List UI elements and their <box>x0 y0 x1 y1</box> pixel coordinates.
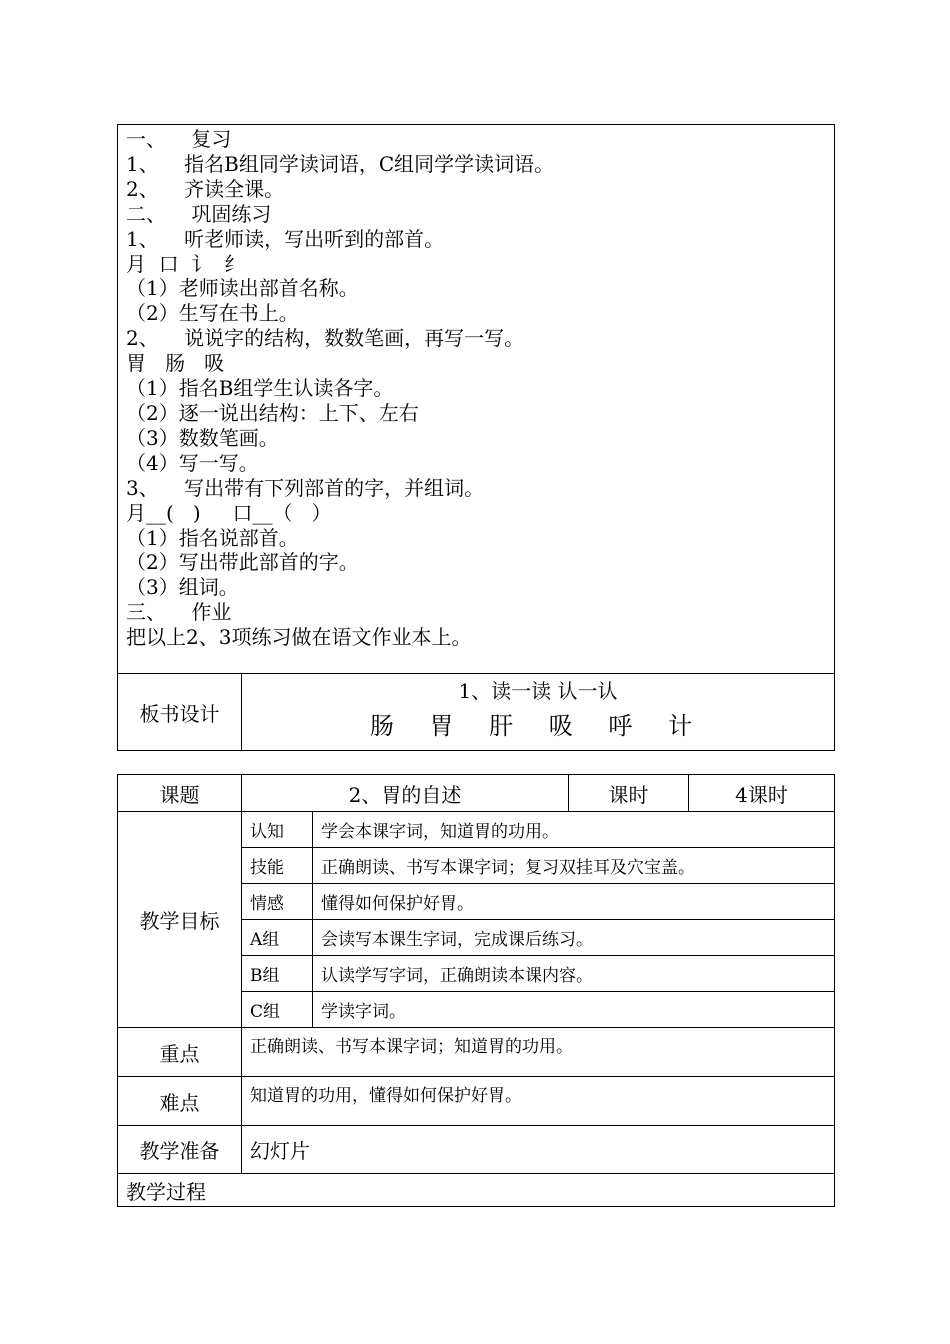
goal-type: 技能 <box>242 848 313 884</box>
board-title: 1、读一读 认一认 <box>458 679 618 703</box>
goal-text: 学读字词。 <box>313 992 835 1028</box>
topic-label: 课题 <box>118 775 242 812</box>
process-line: （2）逐一说出结构：上下、左右 <box>126 400 419 425</box>
process-line: 二、 巩固练习 <box>126 201 272 226</box>
goal-text: 学会本课字词，知道胃的功用。 <box>313 812 835 848</box>
process-line: 3、 写出带有下列部首的字，并组词。 <box>126 475 485 500</box>
process-line: 胃 肠 吸 <box>126 351 225 376</box>
process-line: 把以上2、3项练习做在语文作业本上。 <box>126 625 472 650</box>
goal-type: 认知 <box>242 812 313 848</box>
process-label: 教学过程 <box>118 1174 835 1207</box>
teaching-process-cell <box>118 125 835 674</box>
process-line: 三、 作业 <box>126 600 232 625</box>
process-line: 一、 复习 <box>126 127 232 151</box>
process-line: （1）指名B组学生认读各字。 <box>126 376 394 401</box>
process-line: （1）老师读出部首名称。 <box>126 276 359 301</box>
process-line: （2）写出带此部首的字。 <box>126 550 359 575</box>
process-line: （3）数数笔画。 <box>126 425 279 450</box>
goal-type: 情感 <box>242 884 313 920</box>
goal-text: 认读学写字词，正确朗读本课内容。 <box>313 956 835 992</box>
goal-type: C组 <box>242 992 313 1028</box>
goal-text: 懂得如何保护好胃。 <box>313 884 835 920</box>
board-design-label: 板书设计 <box>118 674 242 751</box>
lesson1-table <box>117 124 835 751</box>
goals-label: 教学目标 <box>118 812 242 1028</box>
process-line: （2）生写在书上。 <box>126 301 299 326</box>
difficulty-label: 难点 <box>118 1077 242 1126</box>
goal-text: 正确朗读、书写本课字词；复习双挂耳及穴宝盖。 <box>313 848 835 884</box>
board-design-cell <box>242 674 835 751</box>
prep-value: 幻灯片 <box>242 1126 835 1174</box>
process-line: 2、 齐读全课。 <box>126 176 285 201</box>
prep-label: 教学准备 <box>118 1126 242 1174</box>
process-line: （3）组词。 <box>126 575 239 600</box>
key-value: 正确朗读、书写本课字词；知道胃的功用。 <box>242 1028 835 1077</box>
goal-type: B组 <box>242 956 313 992</box>
process-line: 1、 听老师读，写出听到的部首。 <box>126 226 445 251</box>
process-line: （4）写一写。 <box>126 450 259 475</box>
process-line: 2、 说说字的结构，数数笔画，再写一写。 <box>126 326 525 351</box>
lesson2-table <box>117 774 835 1207</box>
hours-value: 4课时 <box>689 775 835 812</box>
process-line: 月 口 讠 纟 <box>126 251 245 276</box>
topic-value: 2、胃的自述 <box>242 775 569 812</box>
difficulty-value: 知道胃的功用，懂得如何保护好胃。 <box>242 1077 835 1126</box>
board-chars: 肠 胃 肝 吸 呼 计 <box>369 712 707 740</box>
process-line: 月__( ) 口__（ ） <box>126 500 332 525</box>
goal-type: A组 <box>242 920 313 956</box>
goal-text: 会读写本课生字词，完成课后练习。 <box>313 920 835 956</box>
hours-label: 课时 <box>569 775 689 812</box>
process-line: 1、 指名B组同学读词语，C组同学学读词语。 <box>126 151 555 176</box>
process-line: （1）指名说部首。 <box>126 525 299 550</box>
key-label: 重点 <box>118 1028 242 1077</box>
